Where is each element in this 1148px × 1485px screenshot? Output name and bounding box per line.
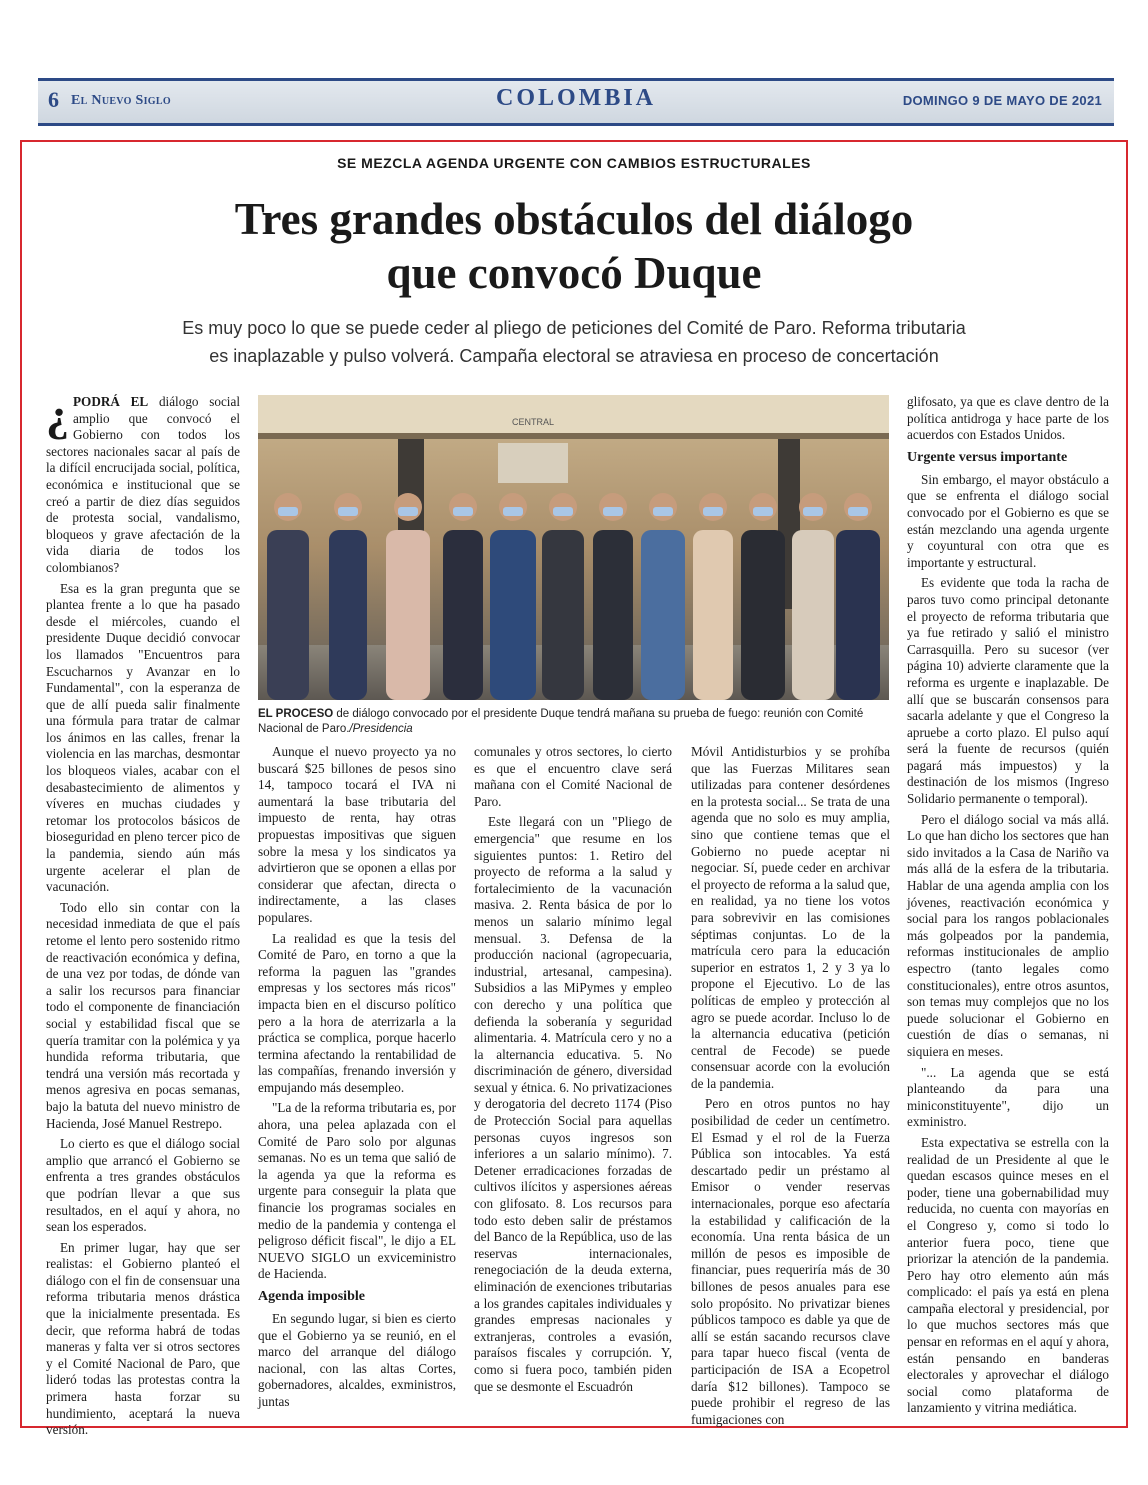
photo-illustration bbox=[258, 395, 889, 700]
paragraph: Todo ello sin contar con la necesidad inmediata de que el país retome el lento pero sostenido ritmo de reactivación económica y defina, de una vez por todas, de dónde van a salir los recursos para financiar todo el componente de financiación social y estabilidad fiscal que se quería tramitar con la polémica y ya hundida reforma tributaria, que tendrá una versión más recortada y menos agresiva en pocas semanas, bajo la batuta del nuevo ministro de Hacienda, José Manuel Restrepo. bbox=[46, 899, 240, 1131]
paper-name: El Nuevo Siglo bbox=[71, 93, 171, 108]
column-1 bbox=[46, 389, 240, 1443]
paragraph: diálogo social amplio que convocó el Gobierno con todos los sectores nacionales sacar al país de la difícil encrucijada social, política, económica e institucional que se creó a partir de diez días seguidos de protesta social, vandalismo, bloqueos y grave afectación de la vida diaria de todos los colombianos? bbox=[46, 394, 240, 575]
paragraph: Sin embargo, el mayor obstáculo a que se enfrenta el diálogo social convocado por el Gobierno es que se están mezclando una agenda urgente y coyuntural con otra que es importante y estructural. bbox=[907, 471, 1109, 570]
issue-date: DOMINGO 9 DE MAYO DE 2021 bbox=[902, 93, 1102, 108]
headline-line-1: Tres grandes obstáculos del diálogo bbox=[234, 194, 914, 244]
subheading: Agenda imposible bbox=[258, 1289, 365, 1304]
column-2 bbox=[258, 744, 456, 1415]
deck-line-2: es inaplazable y pulso volverá. Campaña electoral se atraviesa en proceso de concertación bbox=[209, 346, 939, 366]
paragraph: glifosato, ya que es clave dentro de la política antidroga y hace parte de los acuerdos con Estados Unidos. bbox=[907, 394, 1109, 443]
paragraph: Este llegará con un "Pliego de emergencia" que resume en los siguientes puntos: 1. Retiro del proyecto de reforma a la salud y fortalecimiento de la vacunación masiva. 2. Renta básica de por lo menos un salario mínimo legal mensual. 3. Defensa de la producción nacional (agropecuaria, industrial, artesanal, campesina). Subsidios a las MiPymes y empleo con derecho y una política que defienda la soberanía y seguridad alimentaria. 4. Matrícula cero y no a la alternancia educativa. 5. No discriminación de género, diversidad sexual y étnica. 6. No privatizaciones y derogatoria del decreto 1174 (Piso de Protección Social para aquellas personas cuyos ingresos son inferiores a un salario mínimo). 7. Detener erradicaciones forzadas de cultivos ilícitos y aspersiones aéreas con glifosato. 8. Los recursos para todo esto deben salir de préstamos del Banco de la República, uso de las reservas internacionales, renegociación de la deuda externa, eliminación de exenciones tributarias a los grandes capitales individuales y grandes empresas nacionales y extranjeras, controles a evasión, paraísos fiscales y corrupción. Y, como si fuera poco, también piden que se desmonte el Escuadrón bbox=[474, 814, 672, 1394]
paragraph: Móvil Antidisturbios y se prohíba que las Fuerzas Militares sean utilizadas para contener desórdenes en la protesta social... Se trata de una agenda que no solo es muy amplia, sino que contiene temas que el Gobierno no puede aceptar ni negociar. Sí, puede ceder en archivar el proyecto de reforma a la salud que, en realidad, ya no tiene los votos para sobrevivir en las comisiones séptimas conjuntas. Lo de la matrícula cero para la educación superior en estratos 1, 2 y 3 ya lo propone el Ejecutivo. Lo de las políticas de empleo y protección al agro se puede acordar. Incluso lo de la alternancia educativa (petición central de Fecode) se puede consensuar acorde con la evolución de la pandemia. bbox=[691, 744, 890, 1091]
paragraph: comunales y otros sectores, lo cierto es que el encuentro clave será mañana con el Comité Nacional de Paro. bbox=[474, 744, 672, 809]
column-3 bbox=[474, 744, 672, 1399]
paragraph: Pero el diálogo social va más allá. Lo que han dicho los sectores que han sido invitados a la Casa de Nariño va más allá de la esfera de la tributaria. Hablar de una agenda amplia con los jóvenes, reactivación económica y social para los rangos poblacionales más golpeados por la pandemia, reformas institucionales de amplio espectro (tanto legales como constitucionales), entre otros asuntos, son temas muy complejos que no los puede solucionar el Gobierno en cuestión de días o semanas, ni siquiera en meses. bbox=[907, 811, 1109, 1059]
paragraph: Esa es la gran pregunta que se plantea frente a lo que ha pasado desde el miércoles, cuando el presidente Duque decidió convocar los llamados "Encuentros para Escucharnos y Avanzar en lo Fundamental", con la esperanza de que de allí pueda salir finalmente una fórmula para tratar de calmar los ánimos en las calles, frenar la violencia en las marchas, desmontar los bloqueos viales, acabar con el desabastecimiento de alimentos y víveres en muchas ciudades y retomar los protocolos básicos de bioseguridad en pleno tercer pico de la pandemia, siendo aún más urgente acelerar el plan de vacunación. bbox=[46, 580, 240, 895]
photo-sign: CENTRAL bbox=[511, 417, 555, 427]
paragraph: "La de la reforma tributaria es, por ahora, una pelea aplazada con el Comité de Paro solo por algunas semanas. No es un tema que salió de la agenda ya que la reforma es urgente para conseguir la plata que financie los programas sociales en medio de la pandemia y contenga el peligroso déficit fiscal", le dijo a EL NUEVO SIGLO un exviceministro de Hacienda. bbox=[258, 1100, 456, 1282]
caption-credit: /Presidencia bbox=[349, 723, 413, 735]
drop-cap: ¿ bbox=[46, 389, 69, 440]
paragraph: Lo cierto es que el diálogo social amplio que arrancó el Gobierno se enfrenta a tres grandes obstáculos que podrían llevar a que sus resultados, en el aquí y ahora, no sean los esperados. bbox=[46, 1136, 240, 1235]
caption-text: de diálogo convocado por el presidente Duque tendrá mañana su prueba de fuego: reunión con Comité Nacional de Paro. bbox=[258, 708, 864, 735]
article-headline bbox=[60, 192, 1088, 300]
article-deck bbox=[110, 314, 1038, 370]
article-kicker: SE MEZCLA AGENDA URGENTE CON CAMBIOS ESTRUCTURALES bbox=[337, 155, 811, 171]
paragraph: Pero en otros puntos no hay posibilidad de ceder un centímetro. El Esmad y el rol de la Fuerza Pública son intocables. Ya está descartado pedir un préstamo al Emisor o vender reservas internacionales, porque eso afectaría la estabilidad y calificación de la economía. Una renta básica de un millón de pesos es imposible de financiar, pues requeriría más de 30 billones de pesos anuales para ese solo propósito. No privatizar bienes públicos tampoco es dable ya que de allí se están sacando recursos clave para tapar hueco fiscal (venta de participación de ISA a Ecopetrol daría $12 billones). Tampoco se puede prohibir el regreso de las fumigaciones con bbox=[691, 1096, 890, 1427]
column-5 bbox=[907, 394, 1109, 1421]
paragraph: En segundo lugar, si bien es cierto que el Gobierno ya se reunió, en el marco del arranque del diálogo nacional, con las altas Cortes, gobernadores, alcaldes, exministros, juntas bbox=[258, 1311, 456, 1409]
page-number: 6 bbox=[48, 87, 59, 112]
caption-lead: EL PROCESO bbox=[258, 708, 334, 720]
masthead bbox=[38, 78, 1114, 126]
lead-in: PODRÁ EL bbox=[73, 394, 149, 409]
paragraph: En primer lugar, hay que ser realistas: el Gobierno planteó el diálogo con el fin de consensuar una reforma tributaria menos drástica que la inicialmente presentada. Es decir, que reforma habrá de todas maneras y falta ver si otros sectores y el Comité Nacional de Paro, que lideró todas las protestas contra la primera hasta forzar su hundimiento, aceptará la nueva versión. bbox=[46, 1239, 240, 1438]
article-photo bbox=[258, 395, 889, 700]
paragraph: Es evidente que toda la racha de paros tuvo como principal detonante el proyecto de reforma tributaria que ya fue retirado y salió el ministro Carrasquilla. Pero su sucesor (ver página 10) advierte claramente que la reforma es urgente e inaplazable. De allí que se buscarán consensos para sacarla adelante y que el Congreso la apruebe a corto plazo. El pulso aquí será la fuente de recursos (quién pagará más impuestos) y la destinación de los mismos (Ingreso Solidario permanente o temporal). bbox=[907, 575, 1109, 807]
lead-paragraph bbox=[46, 389, 240, 577]
headline-line-2: que convocó Duque bbox=[386, 248, 762, 298]
paragraph: Aunque el nuevo proyecto ya no buscará $25 billones de pesos sino 14, tampoco tocará el IVA ni aumentará la base tributaria del impuesto de renta, hay otras propuestas impositivas que siguen sobre la mesa y los sindicatos ya advirtieron que se oponen a ellas por considerar que afectan, directa o indirectamente, a las clases populares. bbox=[258, 744, 456, 925]
section-title: COLOMBIA bbox=[495, 85, 656, 111]
column-4 bbox=[691, 744, 890, 1432]
deck-line-1: Es muy poco lo que se puede ceder al pliego de peticiones del Comité de Paro. Reforma tributaria bbox=[182, 318, 966, 338]
paragraph: Esta expectativa se estrella con la realidad de un Presidente al que le quedan escasos quince meses en el poder, tiene una gobernabilidad muy reducida, no cuenta con mayorías en el Congreso y, como si todo lo anterior fuera poco, tiene que priorizar la atención de la pandemia. Pero hay otro elemento aún más complicado: el país ya está en plena campaña electoral y presidencial, por lo que muchos sectores más que pensar en reformas en el aquí y ahora, están pensando en banderas electorales y aprovechar el diálogo social como plataforma de lanzamiento y vitrina mediática. bbox=[907, 1134, 1109, 1416]
paragraph: "... La agenda que se está planteando da para una miniconstituyente", dijo un exministro. bbox=[907, 1064, 1109, 1130]
subheading: Urgente versus importante bbox=[907, 449, 1068, 465]
paragraph: La realidad es que la tesis del Comité de Paro, en torno a que la reforma la paguen las "grandes empresas y los sectores más ricos" impacta bien en el discurso político pero a la hora de aterrizarla a la práctica se complica, porque hacerlo termina afectando la rentabilidad de las compañías, frenando inversión y empujando más desempleo. bbox=[258, 930, 456, 1095]
photo-caption bbox=[258, 707, 889, 737]
